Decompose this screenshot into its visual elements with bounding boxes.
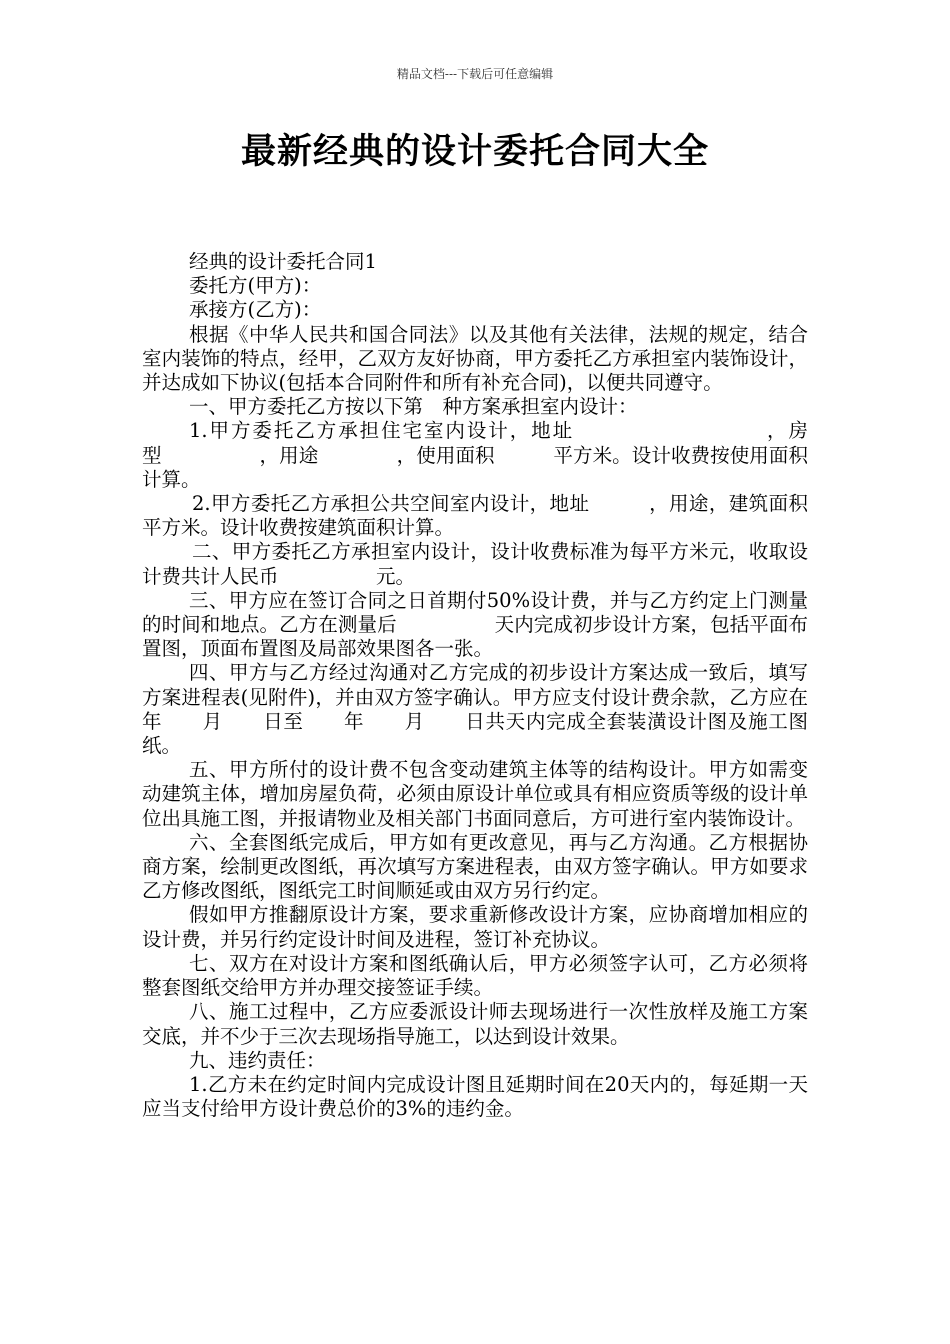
paragraph-clause-5: 五、甲方所付的设计费不包含变动建筑主体等的结构设计。甲方如需变动建筑主体，增加房屋负荷，必须由原设计单位或具有相应资质等级的设计单位出具施工图，并报请物业及相关部门书面同意后，方可进行室内装饰设计。 bbox=[142, 758, 808, 830]
contract-subtitle: 经典的设计委托合同1 bbox=[189, 250, 377, 273]
paragraph-clause-1-item-2: 2.甲方委托乙方承担公共空间室内设计，地址 ，用途，建筑面积 平方米。设计收费按建筑面积计算。 bbox=[142, 492, 867, 540]
paragraph-clause-2: 二、甲方委托乙方承担室内设计，设计收费标准为每平方米元，收取设计费共计人民币 元。 bbox=[142, 540, 808, 588]
page-header-note: 精品文档---下载后可任意编辑 bbox=[396, 67, 554, 81]
paragraph-clause-8: 八、施工过程中，乙方应委派设计师去现场进行一次性放样及施工方案交底，并不少于三次去现场指导施工，以达到设计效果。 bbox=[142, 1000, 808, 1048]
paragraph-clause-9-item-1: 1.乙方未在约定时间内完成设计图且延期时间在20天内的，每延期一天应当支付给甲方设计费总价的3%的违约金。 bbox=[142, 1072, 808, 1121]
paragraph-clause-4: 四、甲方与乙方经过沟通对乙方完成的初步设计方案达成一致后，填写方案进程表(见附件)，并由双方签字确认。甲方应支付设计费余款，乙方应在 年 月 日至 年 月 日共天内完成全套装潢设计图及施工图纸。 bbox=[142, 661, 848, 758]
paragraph-clause-6-addendum: 假如甲方推翻原设计方案，要求重新修改设计方案，应协商增加相应的设计费，并另行约定设计时间及进程，签订补充协议。 bbox=[142, 903, 808, 951]
paragraph-clause-7: 七、双方在对设计方案和图纸确认后，甲方必须签字认可，乙方必须将整套图纸交给甲方并办理交接签证手续。 bbox=[142, 951, 808, 1000]
paragraph-preamble: 根据《中华人民共和国合同法》以及其他有关法律，法规的规定，结合室内装饰的特点，经甲，乙双方友好协商，甲方委托乙方承担室内装饰设计，并达成如下协议(包括本合同附件和所有补充合同)，以便共同遵守。 bbox=[142, 322, 808, 395]
party-b-line: 承接方(乙方)： bbox=[189, 298, 322, 322]
paragraph-clause-1: 一、甲方委托乙方按以下第 种方案承担室内设计： bbox=[189, 395, 638, 419]
party-a-line: 委托方(甲方)： bbox=[189, 274, 322, 298]
paragraph-clause-6: 六、全套图纸完成后，甲方如有更改意见，再与乙方沟通。乙方根据协商方案，绘制更改图纸，再次填写方案进程表，由双方签字确认。甲方如要求乙方修改图纸，图纸完工时间顺延或由双方另行约定。 bbox=[142, 830, 808, 903]
paragraph-clause-1-item-1: 1.甲方委托乙方承担住宅室内设计，地址 ，房型 ，用途 ，使用面积 平方米。设计收费按使用面积计算。 bbox=[142, 419, 808, 491]
paragraph-clause-9: 九、违约责任： bbox=[189, 1048, 326, 1072]
document-title: 最新经典的设计委托合同大全 bbox=[240, 132, 709, 172]
document-body bbox=[142, 250, 867, 1121]
paragraph-clause-3: 三、甲方应在签订合同之日首期付50%设计费，并与乙方约定上门测量的时间和地点。乙方在测量后 天内完成初步设计方案，包括平面布置图，顶面布置图及局部效果图各一张。 bbox=[142, 588, 808, 661]
